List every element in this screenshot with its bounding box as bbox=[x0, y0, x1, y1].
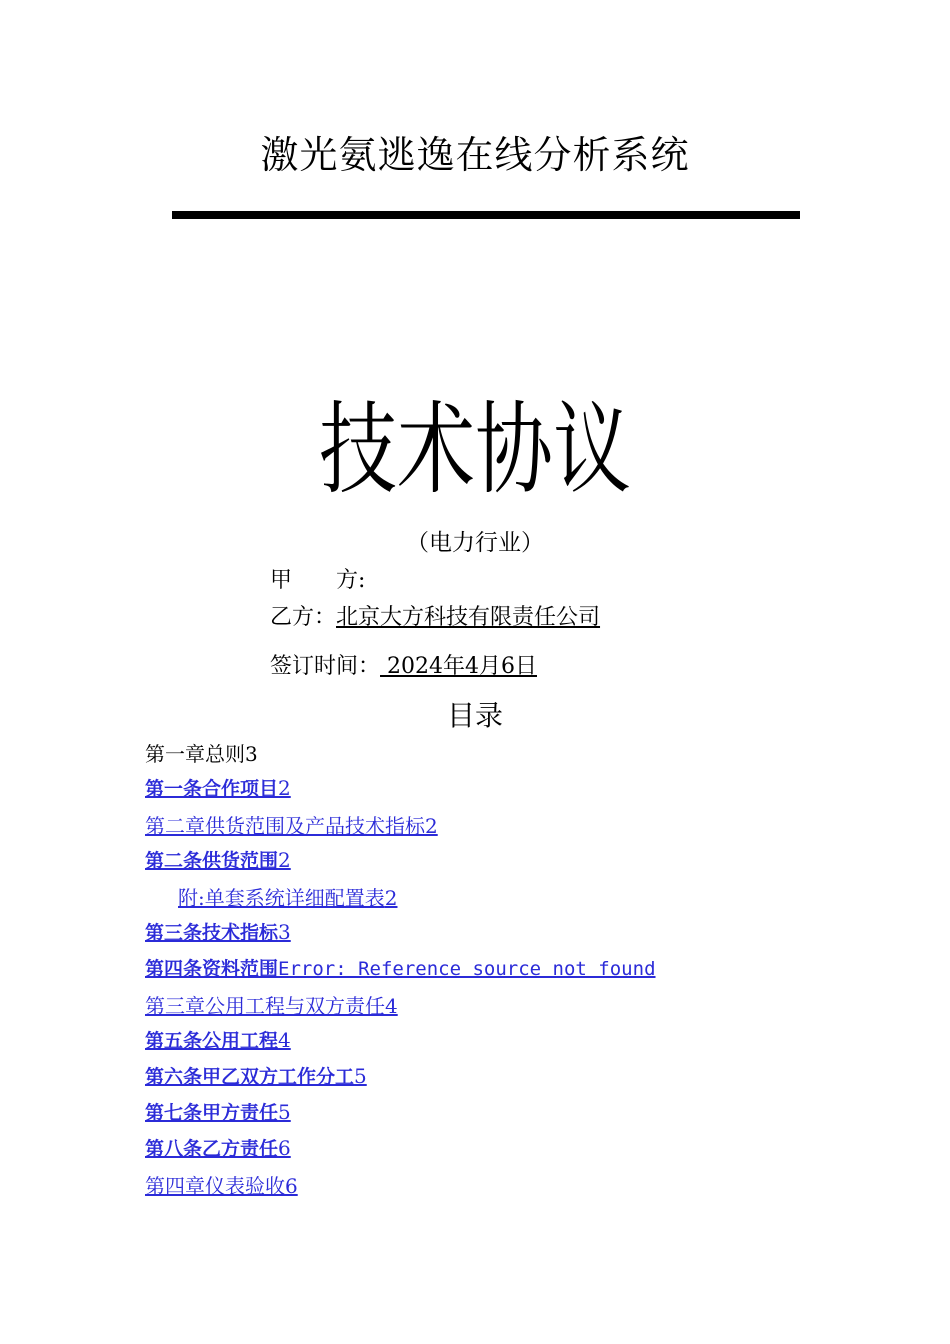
toc-item-article-2[interactable] bbox=[145, 846, 291, 873]
toc-item-article-6[interactable] bbox=[145, 1062, 367, 1089]
toc-heading: 目录 bbox=[446, 699, 503, 732]
toc-item-label: 附:单套系统详细配置表 bbox=[178, 886, 385, 910]
party-b-label: 乙方： bbox=[270, 605, 337, 630]
toc-item-appendix[interactable] bbox=[178, 882, 397, 911]
cover-main-title: 技术协议 bbox=[319, 391, 631, 508]
toc-item-page: 2 bbox=[425, 814, 438, 838]
toc-item-article-7[interactable] bbox=[145, 1098, 291, 1125]
toc-item-page: 4 bbox=[278, 1028, 291, 1052]
toc-item-article-3[interactable] bbox=[145, 918, 291, 945]
toc-item-page: 2 bbox=[278, 848, 291, 872]
toc-item-label: 第三条技术指标 bbox=[145, 922, 279, 944]
sign-date-value: 2024年4月6日 bbox=[380, 654, 537, 679]
toc-item-page-error: Error: Reference source not found bbox=[278, 958, 656, 980]
toc-item-label: 第六条甲乙双方工作分工 bbox=[145, 1066, 355, 1088]
sign-date-label: 签订时间： bbox=[270, 654, 381, 679]
toc-item-page: 5 bbox=[278, 1100, 291, 1124]
toc-item-label: 第二章供货范围及产品技术指标 bbox=[145, 814, 425, 838]
toc-item-chapter-4[interactable] bbox=[145, 1170, 298, 1199]
toc-item-page: 6 bbox=[278, 1136, 291, 1160]
toc-item-page: 6 bbox=[285, 1174, 298, 1198]
toc-item-label: 第三章公用工程与双方责任 bbox=[145, 994, 385, 1018]
toc-item-label: 第一章总则 bbox=[145, 742, 245, 766]
toc-item-chapter-3[interactable] bbox=[145, 990, 398, 1019]
toc-item-label: 第七条甲方责任 bbox=[145, 1102, 279, 1124]
toc-item-label: 第五条公用工程 bbox=[145, 1030, 279, 1052]
party-a-field bbox=[270, 563, 365, 594]
toc-item-article-1[interactable] bbox=[145, 774, 291, 801]
document-header-title: 激光氨逃逸在线分析系统 bbox=[260, 133, 690, 177]
toc-item-label: 第二条供货范围 bbox=[145, 850, 279, 872]
party-b-value: 北京大方科技有限责任公司 bbox=[336, 605, 601, 630]
sign-date-field bbox=[270, 649, 537, 680]
toc-item-article-8[interactable] bbox=[145, 1134, 291, 1161]
toc-item-label: 第一条合作项目 bbox=[145, 778, 279, 800]
toc-item-page: 3 bbox=[278, 920, 291, 944]
party-a-label: 甲 方: bbox=[270, 568, 366, 593]
cover-subtitle: （电力行业） bbox=[406, 530, 544, 556]
toc-item-label: 第四条资料范围 bbox=[145, 958, 279, 980]
toc-item-page: 5 bbox=[354, 1064, 367, 1088]
toc-item-page: 3 bbox=[245, 742, 258, 766]
toc-item-article-5[interactable] bbox=[145, 1026, 291, 1053]
toc-item-page: 4 bbox=[385, 994, 398, 1018]
header-rule bbox=[172, 211, 800, 219]
toc-item-chapter-1[interactable] bbox=[145, 738, 258, 767]
toc-item-page: 2 bbox=[278, 776, 291, 800]
toc-item-article-4[interactable] bbox=[145, 954, 656, 981]
party-b-field bbox=[270, 600, 600, 631]
toc-item-label: 第四章仪表验收 bbox=[145, 1174, 285, 1198]
toc-item-page: 2 bbox=[384, 886, 398, 910]
toc-item-label: 第八条乙方责任 bbox=[145, 1138, 279, 1160]
toc-item-chapter-2[interactable] bbox=[145, 810, 438, 839]
